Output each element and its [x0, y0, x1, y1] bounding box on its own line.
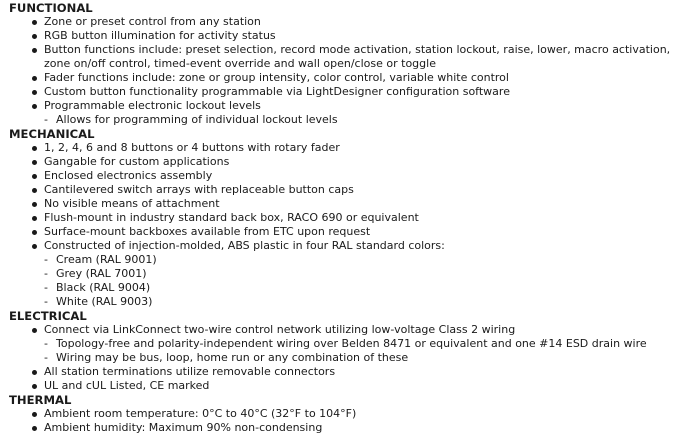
bullet-item — [9, 197, 693, 211]
spec-section-electrical — [9, 309, 693, 393]
bullet-text: Flush-mount in industry standard back box, RACO 690 or equivalent — [44, 211, 419, 224]
bullet-item — [9, 43, 693, 71]
section-heading: ELECTRICAL — [9, 309, 87, 323]
sub-list — [44, 337, 693, 365]
sub-item: - Topology-free and polarity-independent wiring over Belden 8471 or equivalent and one #14 ESD drain wire — [44, 337, 693, 351]
spec-section-functional — [9, 1, 693, 127]
section-heading: MECHANICAL — [9, 127, 95, 141]
bullet-item — [9, 155, 693, 169]
spec-document — [9, 1, 693, 435]
bullet-item — [9, 225, 693, 239]
section-heading: FUNCTIONAL — [9, 1, 93, 15]
bullet-item — [9, 239, 693, 309]
bullet-text: 1, 2, 4, 6 and 8 buttons or 4 buttons with rotary fader — [44, 141, 340, 154]
bullet-text: Cantilevered switch arrays with replaceable button caps — [44, 183, 354, 196]
bullet-text: All station terminations utilize removable connectors — [44, 365, 336, 378]
bullet-item — [9, 407, 693, 421]
bullet-text: Enclosed electronics assembly — [44, 169, 213, 182]
bullet-text: Ambient humidity: Maximum 90% non-condensing — [44, 421, 323, 434]
bullet-text: Fader functions include: zone or group intensity, color control, variable white control — [44, 71, 509, 84]
sub-item: - Allows for programming of individual lockout levels — [44, 113, 693, 127]
bullet-item — [9, 421, 693, 435]
sub-item: - Wiring may be bus, loop, home run or any combination of these — [44, 351, 693, 365]
bullet-text: Connect via LinkConnect two-wire control network utilizing low-voltage Class 2 wiring — [44, 323, 516, 336]
bullet-text: UL and cUL Listed, CE marked — [44, 379, 210, 392]
sub-list — [44, 113, 693, 127]
bullet-list — [9, 323, 693, 393]
bullet-list — [9, 407, 693, 435]
sub-item: - Cream (RAL 9001) — [44, 253, 693, 267]
bullet-text: Ambient room temperature: 0°C to 40°C (32°F to 104°F) — [44, 407, 357, 420]
bullet-text: Custom button functionality programmable via LightDesigner configuration software — [44, 85, 510, 98]
bullet-text: RGB button illumination for activity status — [44, 29, 276, 42]
section-heading: THERMAL — [9, 393, 72, 407]
bullet-text: Constructed of injection-molded, ABS plastic in four RAL standard colors: — [44, 239, 445, 252]
bullet-item — [9, 29, 693, 43]
bullet-item — [9, 85, 693, 99]
bullet-item — [9, 15, 693, 29]
bullet-text: Programmable electronic lockout levels — [44, 99, 261, 112]
bullet-item — [9, 169, 693, 183]
bullet-text: Surface-mount backboxes available from ETC upon request — [44, 225, 371, 238]
bullet-text: Button functions include: preset selection, record mode activation, station lockout, raise, lower, macro activation, zone on/off control, timed-event override and wall open/close or toggle — [44, 43, 671, 70]
bullet-item — [9, 365, 693, 379]
bullet-text: No visible means of attachment — [44, 197, 220, 210]
bullet-item — [9, 379, 693, 393]
bullet-item — [9, 323, 693, 365]
spec-section-mechanical — [9, 127, 693, 309]
bullet-item — [9, 71, 693, 85]
bullet-text: Gangable for custom applications — [44, 155, 230, 168]
sub-item: - White (RAL 9003) — [44, 295, 693, 309]
sub-list — [44, 253, 693, 309]
bullet-item — [9, 211, 693, 225]
bullet-item — [9, 99, 693, 127]
bullet-item — [9, 141, 693, 155]
bullet-list — [9, 141, 693, 309]
bullet-text: Zone or preset control from any station — [44, 15, 261, 28]
sub-item: - Grey (RAL 7001) — [44, 267, 693, 281]
bullet-list — [9, 15, 693, 127]
spec-section-thermal — [9, 393, 693, 435]
sub-item: - Black (RAL 9004) — [44, 281, 693, 295]
bullet-item — [9, 183, 693, 197]
